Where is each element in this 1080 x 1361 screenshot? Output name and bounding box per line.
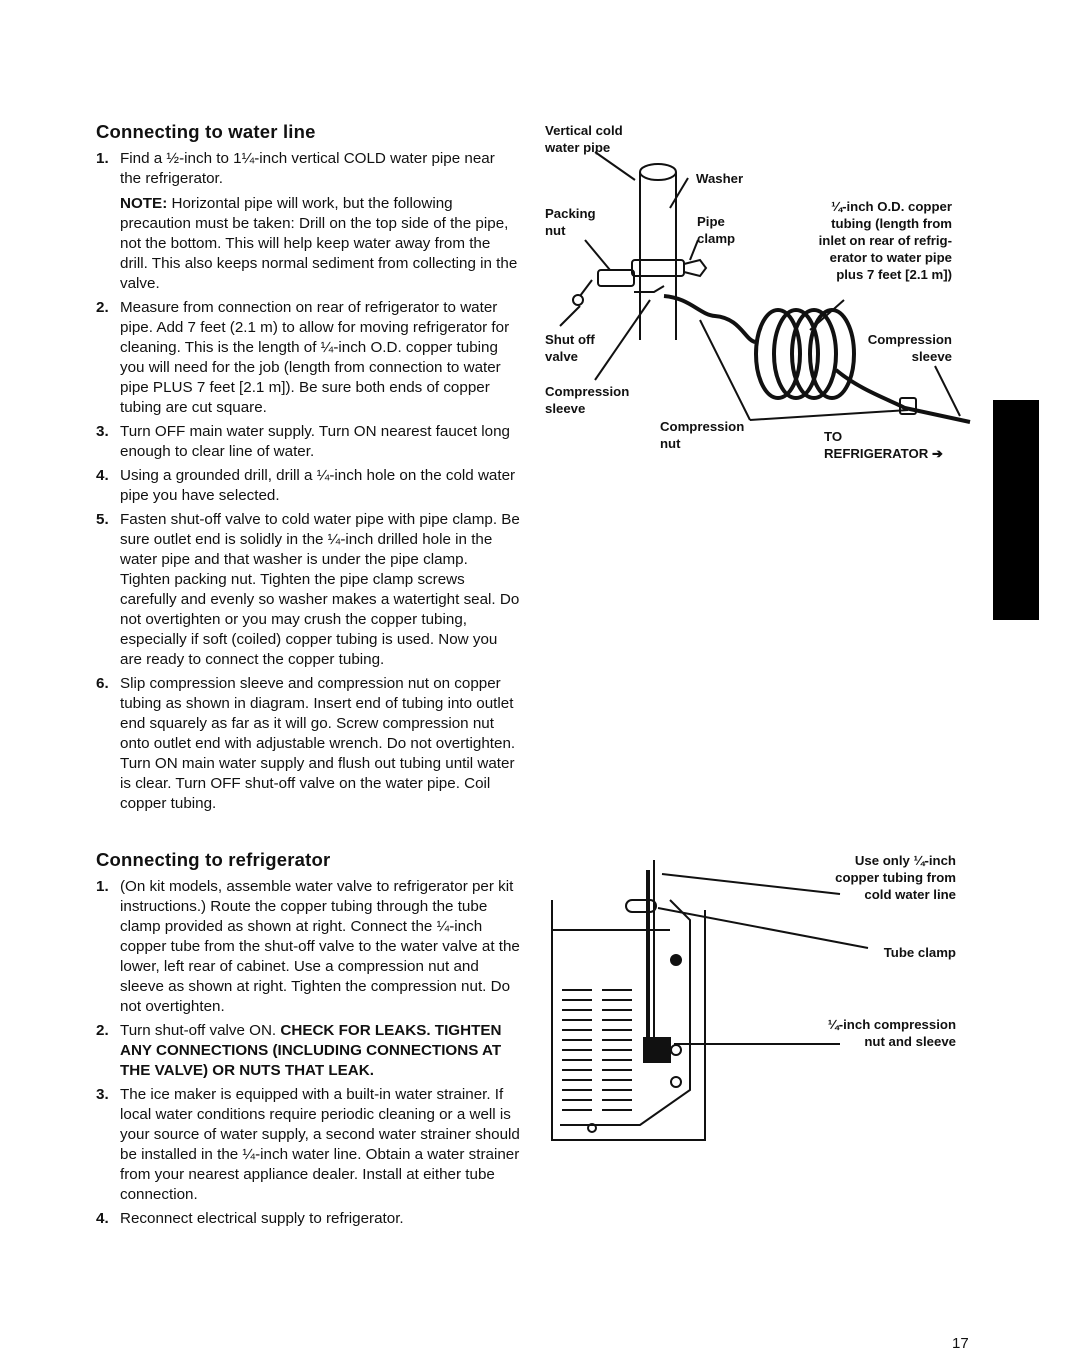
list-item	[96, 422, 520, 462]
list-item	[96, 510, 520, 670]
step-text: Find a ½-inch to 1¼-inch vertical COLD water pipe near the refrigerator.	[120, 150, 495, 187]
list-item	[96, 674, 520, 814]
step-number: 6.	[96, 675, 109, 692]
list-item	[96, 149, 520, 294]
section-refrigerator	[96, 849, 520, 1233]
list-item	[96, 1209, 520, 1229]
use-only-label: Use only ¼-inch copper tubing from cold water line	[835, 853, 956, 902]
compression-nut-sleeve-label: ¼-inch compression nut and sleeve	[827, 1017, 956, 1049]
note-text: Horizontal pipe will work, but the following precaution must be taken: Drill on the top side of the pipe, not the bottom. This will help keep water away from the drill. This also keeps normal sediment from collecting in the valve.	[120, 195, 518, 292]
step-number: 5.	[96, 511, 109, 528]
section-heading: Connecting to refrigerator	[96, 849, 331, 870]
tube-clamp	[626, 900, 656, 912]
compression-sleeve-right-label: Compression sleeve	[867, 332, 952, 364]
to-refrigerator-label: TO REFRIGERATOR ➔	[824, 429, 943, 461]
step-number: 2.	[96, 1022, 109, 1039]
step-text: The ice maker is equipped with a built-in water strainer. If local water conditions require periodic cleaning or a well is your source of water supply, a second water strainer should be installed in the ¼-inch water line. Obtain a water strainer from your nearest appliance dealer. Install at either tube connection.	[120, 1086, 520, 1203]
step-text: Reconnect electrical supply to refrigerator.	[120, 1210, 404, 1227]
steps-list	[96, 877, 520, 1229]
pipe-top	[640, 164, 676, 180]
step-number: 2.	[96, 299, 109, 316]
water-valve	[644, 1038, 670, 1062]
compression-sleeve-left-label: Compression sleeve	[545, 384, 630, 416]
step-text: (On kit models, assemble water valve to refrigerator per kit instructions.) Route the copper tubing through the tube clamp provided as shown at right. Connect the ¼-inch copper tube from the shut-off valve to the water valve at the lower, left rear of cabinet. Use a compression nut and sleeve as shown at right. Tighten the compression nut. Do not overtighten.	[120, 878, 520, 1015]
packing-nut-label: Packing nut	[545, 206, 596, 238]
tube-clamp-label: Tube clamp	[883, 945, 956, 960]
step-text: Slip compression sleeve and compression nut on copper tubing as shown in diagram. Insert end of tubing into outlet end squarely as far as it will go. Screw compression nut onto outlet end with adjustable wrench. Do not overtighten. Turn ON main water supply and flush out tubing until water is clear. Turn OFF shut-off valve on the water pipe. Coil copper tubing.	[120, 675, 516, 812]
step-number: 3.	[96, 1086, 109, 1103]
step-text: Fasten shut-off valve to cold water pipe with pipe clamp. Be sure outlet end is solidly in the ¼-inch drilled hole in the water pipe and that washer is under the pipe clamp. Tighten packing nut. Tighten the pipe clamp screws carefully and evenly so washer makes a watertight seal. Do not overtighten or you may crush the copper tubing, especially if soft (coiled) copper tubing is used. Now you are ready to connect the copper tubing.	[120, 511, 520, 668]
page-number: 17	[952, 1335, 969, 1352]
step-number: 3.	[96, 423, 109, 440]
step-text	[120, 1021, 520, 1081]
compression-nut-label: Compression nut	[660, 419, 745, 451]
step-plain-text: Turn shut-off valve ON.	[120, 1022, 277, 1039]
list-item	[96, 1021, 520, 1081]
step-note	[120, 194, 520, 294]
list-item	[96, 877, 520, 1017]
step-text: Turn OFF main water supply. Turn ON nearest faucet long enough to clear line of water.	[120, 423, 510, 460]
note-label: NOTE:	[120, 195, 168, 212]
step-number: 4.	[96, 1210, 109, 1227]
step-number: 1.	[96, 150, 109, 167]
section-heading: Connecting to water line	[96, 121, 316, 142]
step-number: 1.	[96, 878, 109, 895]
section-water-line	[96, 121, 520, 818]
section-tab-marker	[993, 400, 1039, 620]
shut-off-valve-label: Shut off valve	[545, 332, 595, 364]
steps-list	[96, 149, 520, 814]
pipe-clamp-label: Pipe clamp	[697, 214, 736, 246]
list-item	[96, 1085, 520, 1205]
step-text: Measure from connection on rear of refrigerator to water pipe. Add 7 feet (2.1 m) to allow for moving refrigerator for cleaning. This is the length of ¼-inch O.D. copper tubing you will need for the job (length from connection to water pipe PLUS 7 feet [2.1 m]). Be sure both ends of copper tubing are cut square.	[120, 299, 510, 416]
list-item	[96, 466, 520, 506]
step-bold-text: CHECK FOR LEAKS. TIGHTEN ANY CONNECTIONS (INCLUDING CONNECTIONS AT THE VALVE) OR NUTS THAT LEAK.	[120, 1022, 502, 1079]
copper-tubing-label: ¼-inch O.D. copper tubing (length from inlet on rear of refrig- erator to water pipe plus 7 feet [2.1 m])	[818, 199, 952, 282]
washer-label: Washer	[696, 171, 744, 186]
step-text: Using a grounded drill, drill a ¼-inch hole on the cold water pipe you have selected.	[120, 467, 516, 504]
shut-off-valve	[598, 270, 634, 286]
vertical-pipe-label: Vertical cold water pipe	[545, 123, 623, 155]
list-item	[96, 298, 520, 418]
step-number: 4.	[96, 467, 109, 484]
condenser-coils	[562, 990, 632, 1110]
